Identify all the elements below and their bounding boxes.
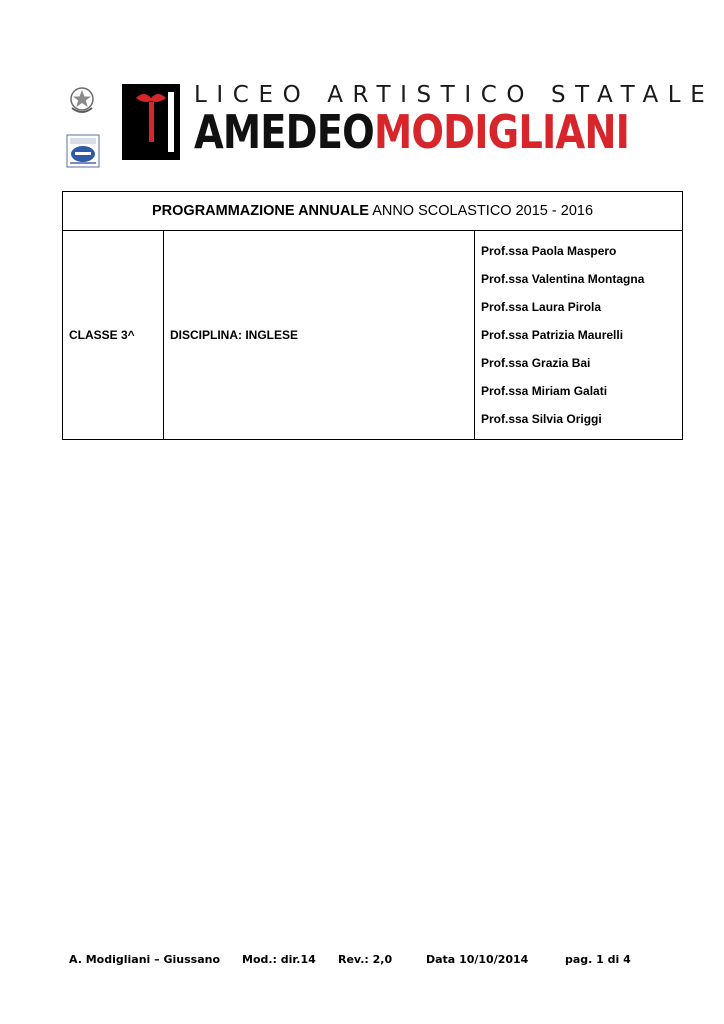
- footer-page: pag. 1 di 4: [565, 953, 631, 966]
- table-row: [63, 231, 683, 440]
- school-name-last: MODIGLIANI: [373, 105, 630, 159]
- institutional-logos: [62, 84, 102, 174]
- programme-title-bold: PROGRAMMAZIONE ANNUALE: [152, 203, 369, 219]
- teacher-list: [481, 237, 682, 433]
- teacher-item: Prof.ssa Silvia Origgi: [481, 412, 602, 426]
- school-type: LICEO ARTISTICO STATALE: [194, 82, 715, 108]
- footer-date: Data 10/10/2014: [426, 953, 529, 966]
- italian-republic-emblem-icon: [68, 84, 96, 116]
- school-name-first: AMEDEO: [194, 105, 374, 159]
- teacher-item: Prof.ssa Grazia Bai: [481, 356, 591, 370]
- footer-revision: Rev.: 2,0: [338, 953, 393, 966]
- teacher-item: Prof.ssa Patrizia Maurelli: [481, 328, 624, 342]
- teachers-cell: [475, 231, 683, 440]
- class-cell: CLASSE 3^: [63, 231, 164, 440]
- school-logo-mark-icon: [122, 84, 180, 160]
- programme-title-year: ANNO SCOLASTICO 2015 - 2016: [368, 203, 594, 219]
- footer-school: A. Modigliani – Giussano: [69, 953, 221, 966]
- table-title-row: [63, 192, 683, 231]
- teacher-item: Prof.ssa Laura Pirola: [481, 300, 602, 314]
- school-name: [194, 105, 630, 159]
- institutional-seal-icon: [66, 134, 100, 168]
- school-header: [62, 78, 715, 178]
- programme-title: [63, 192, 683, 231]
- teacher-item: Prof.ssa Valentina Montagna: [481, 272, 645, 286]
- teacher-item: Prof.ssa Paola Maspero: [481, 244, 617, 258]
- teacher-item: Prof.ssa Miriam Galati: [481, 384, 608, 398]
- programme-table: [62, 191, 683, 440]
- footer-module: Mod.: dir.14: [242, 953, 316, 966]
- subject-cell: DISCIPLINA: INGLESE: [164, 231, 475, 440]
